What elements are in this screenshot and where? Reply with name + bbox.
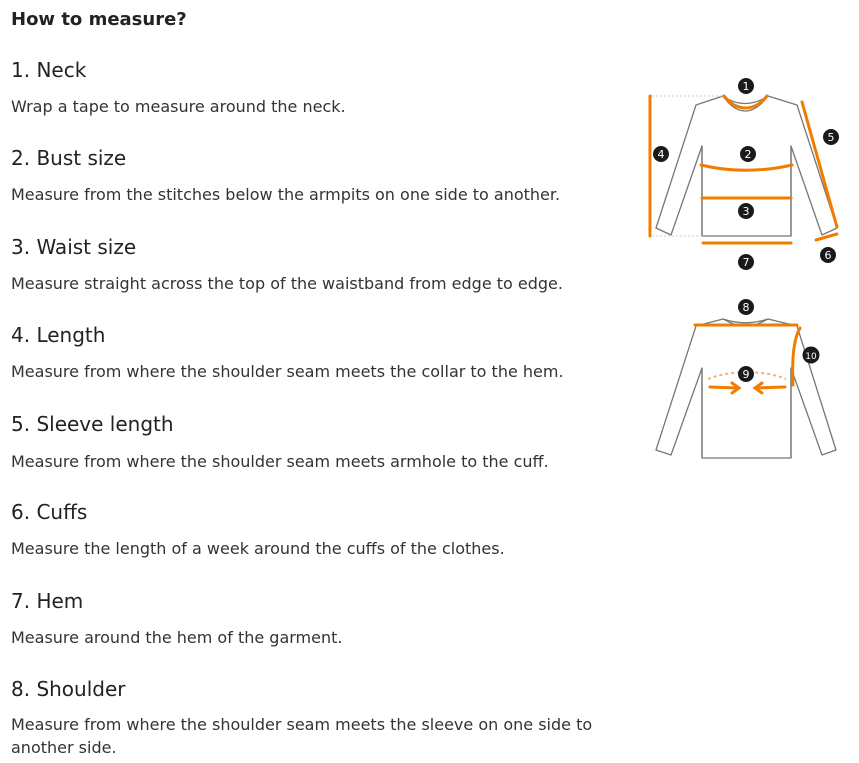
marker-8	[738, 299, 754, 315]
step-heading-sleeve-length: 5. Sleeve length	[11, 412, 174, 436]
marker-6	[820, 247, 836, 263]
svg-text:9: 9	[742, 368, 750, 381]
cuff-measure-line	[816, 234, 837, 240]
svg-text:7: 7	[742, 256, 750, 269]
marker-9	[738, 366, 754, 382]
svg-text:3: 3	[742, 205, 750, 218]
step-description-bust-size: Measure from the stitches below the armpits on one side to another.	[11, 185, 561, 204]
marker-5	[823, 129, 839, 145]
svg-text:1: 1	[742, 80, 750, 93]
marker-7	[738, 254, 754, 270]
step-description-cuffs: Measure the length of a week around the cuffs of the clothes.	[11, 539, 505, 558]
svg-text:2: 2	[744, 148, 752, 161]
step-description-hem: Measure around the hem of the garment.	[11, 628, 343, 647]
step-description-sleeve-length: Measure from where the shoulder seam meets armhole to the cuff.	[11, 452, 549, 471]
step-heading-neck: 1. Neck	[11, 58, 87, 82]
marker-1	[738, 78, 754, 94]
marker-2	[740, 146, 756, 162]
svg-text:10: 10	[805, 352, 817, 362]
step-description-waist-size: Measure straight across the top of the waistband from edge to edge.	[11, 274, 563, 293]
step-heading-hem: 7. Hem	[11, 589, 84, 613]
svg-text:5: 5	[827, 131, 835, 144]
marker-10	[803, 347, 820, 364]
marker-3	[738, 203, 754, 219]
svg-text:6: 6	[824, 249, 832, 262]
step-description-length: Measure from where the shoulder seam meets the collar to the hem.	[11, 362, 564, 381]
step-description-neck: Wrap a tape to measure around the neck.	[11, 97, 346, 116]
measurement-diagram	[640, 72, 855, 464]
step-description-shoulder: Measure from where the shoulder seam meets the sleeve on one side to another side.	[11, 715, 593, 757]
svg-text:4: 4	[657, 148, 665, 161]
step-heading-shoulder: 8. Shoulder	[11, 677, 126, 701]
step-heading-length: 4. Length	[11, 323, 106, 347]
page-title: How to measure?	[11, 9, 187, 30]
step-heading-bust-size: 2. Bust size	[11, 146, 127, 170]
svg-text:8: 8	[742, 301, 750, 314]
marker-4	[653, 146, 669, 162]
step-heading-cuffs: 6. Cuffs	[11, 500, 88, 524]
sweater-back-illustration	[656, 319, 836, 458]
step-heading-waist-size: 3. Waist size	[11, 235, 137, 259]
chest-arrow-right	[756, 387, 785, 388]
chest-arrow-left	[710, 387, 738, 388]
